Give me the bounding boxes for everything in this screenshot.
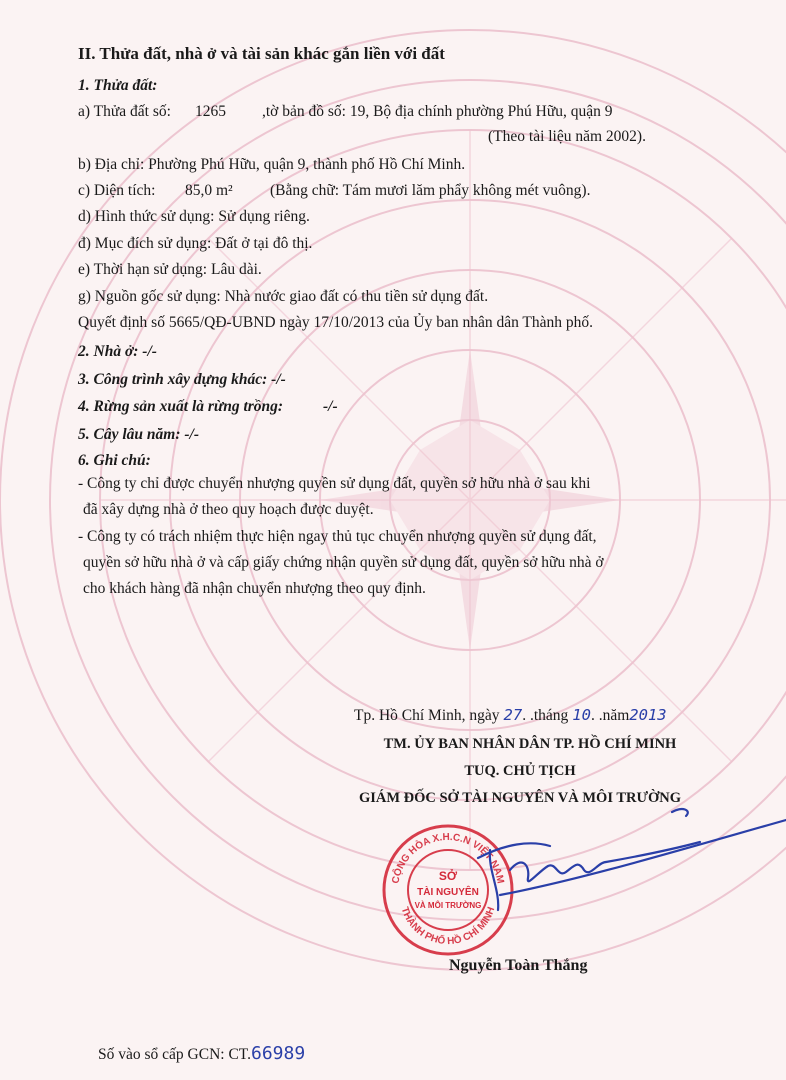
register-number: 66989 [250, 1043, 306, 1064]
usage-origin: g) Nguồn gốc sử dụng: Nhà nước giao đất có thu tiền sử dụng đất. [78, 288, 489, 305]
signing-role-2: GIÁM ĐỐC SỞ TÀI NGUYÊN VÀ MÔI TRƯỜNG [358, 790, 682, 806]
handwritten-signature [460, 800, 786, 930]
note-line-4: quyền sở hữu nhà ở và cấp giấy chứng nhận quyền sử dụng đất, quyền sở hữu nhà ở [83, 554, 604, 571]
parcel-address: b) Địa chỉ: Phường Phú Hữu, quận 9, thành phố Hồ Chí Minh. [78, 156, 466, 173]
usage-decision: Quyết định số 5665/QĐ-UBND ngày 17/10/2013 của Ủy ban nhân dân Thành phố. [78, 314, 594, 331]
date-year: 2013 [629, 706, 667, 724]
date-month: 10 [572, 706, 591, 724]
parcel-area-value: 85,0 m² [185, 182, 233, 199]
date-year-label: . .năm [590, 707, 630, 724]
note-line-3: - Công ty có trách nhiệm thực hiện ngay thủ tục chuyển nhượng quyền sử dụng đất, [78, 528, 597, 545]
date-day: 27 [503, 706, 523, 724]
stamp-ring-text: CỘNG HÒA X.H.C.N VIỆT NAM [390, 831, 506, 885]
usage-term: e) Thời hạn sử dụng: Lâu dài. [78, 261, 262, 278]
note-line-2: đã xây dựng nhà ở theo quy hoạch được duyệt. [83, 501, 374, 518]
notes-heading: 6. Ghi chú: [78, 452, 151, 469]
note-line-5: cho khách hàng đã nhận chuyển nhượng theo quy định. [83, 580, 426, 597]
parcel-area-words: (Bằng chữ: Tám mươi lăm phẩy không mét vuông). [270, 182, 591, 199]
date-line [354, 706, 667, 725]
house-item: 2. Nhà ở: -/- [78, 343, 157, 360]
signing-org: TM. ỦY BAN NHÂN DÂN TP. HỒ CHÍ MINH [383, 736, 677, 752]
section-heading: II. Thửa đất, nhà ở và tài sản khác gắn liền với đất [78, 44, 445, 63]
construction-item: 3. Công trình xây dựng khác: -/- [78, 371, 286, 388]
stamp-center-3: VÀ MÔI TRƯỜNG [414, 901, 482, 910]
register-label: Số vào sổ cấp GCN: CT. [98, 1046, 251, 1063]
signer-name: Nguyễn Toàn Thắng [449, 957, 588, 974]
signing-role-1: TUQ. CHỦ TỊCH [464, 763, 576, 779]
stamp-bottom-text: THÀNH PHỐ HỒ CHÍ MINH [398, 905, 498, 948]
stamp-center-1: SỞ [438, 869, 458, 883]
forest-item-value: -/- [323, 398, 338, 415]
date-month-label: . .tháng [522, 707, 569, 724]
certificate-register [98, 1043, 305, 1064]
parcel-heading: 1. Thửa đất: [78, 77, 158, 94]
parcel-map-sheet: ,tờ bản đồ số: 19, Bộ địa chính phường Phú Hữu, quận 9 [262, 103, 613, 120]
parcel-number: 1265 [195, 103, 226, 120]
usage-purpose: đ) Mục đích sử dụng: Đất ở tại đô thị. [78, 235, 313, 252]
date-prefix: Tp. Hồ Chí Minh, ngày [354, 707, 500, 724]
usage-form: d) Hình thức sử dụng: Sử dụng riêng. [78, 208, 310, 225]
parcel-number-label: a) Thửa đất số: [78, 103, 171, 120]
forest-item: 4. Rừng sản xuất là rừng trồng: [78, 398, 284, 415]
parcel-source-note: (Theo tài liệu năm 2002). [488, 128, 646, 145]
note-line-1: - Công ty chỉ được chuyển nhượng quyền sử dụng đất, quyền sở hữu nhà ở sau khi [78, 475, 591, 492]
parcel-area-label: c) Diện tích: [78, 182, 156, 199]
stamp-center-2: TÀI NGUYÊN [417, 887, 479, 898]
trees-item: 5. Cây lâu năm: -/- [78, 426, 199, 443]
